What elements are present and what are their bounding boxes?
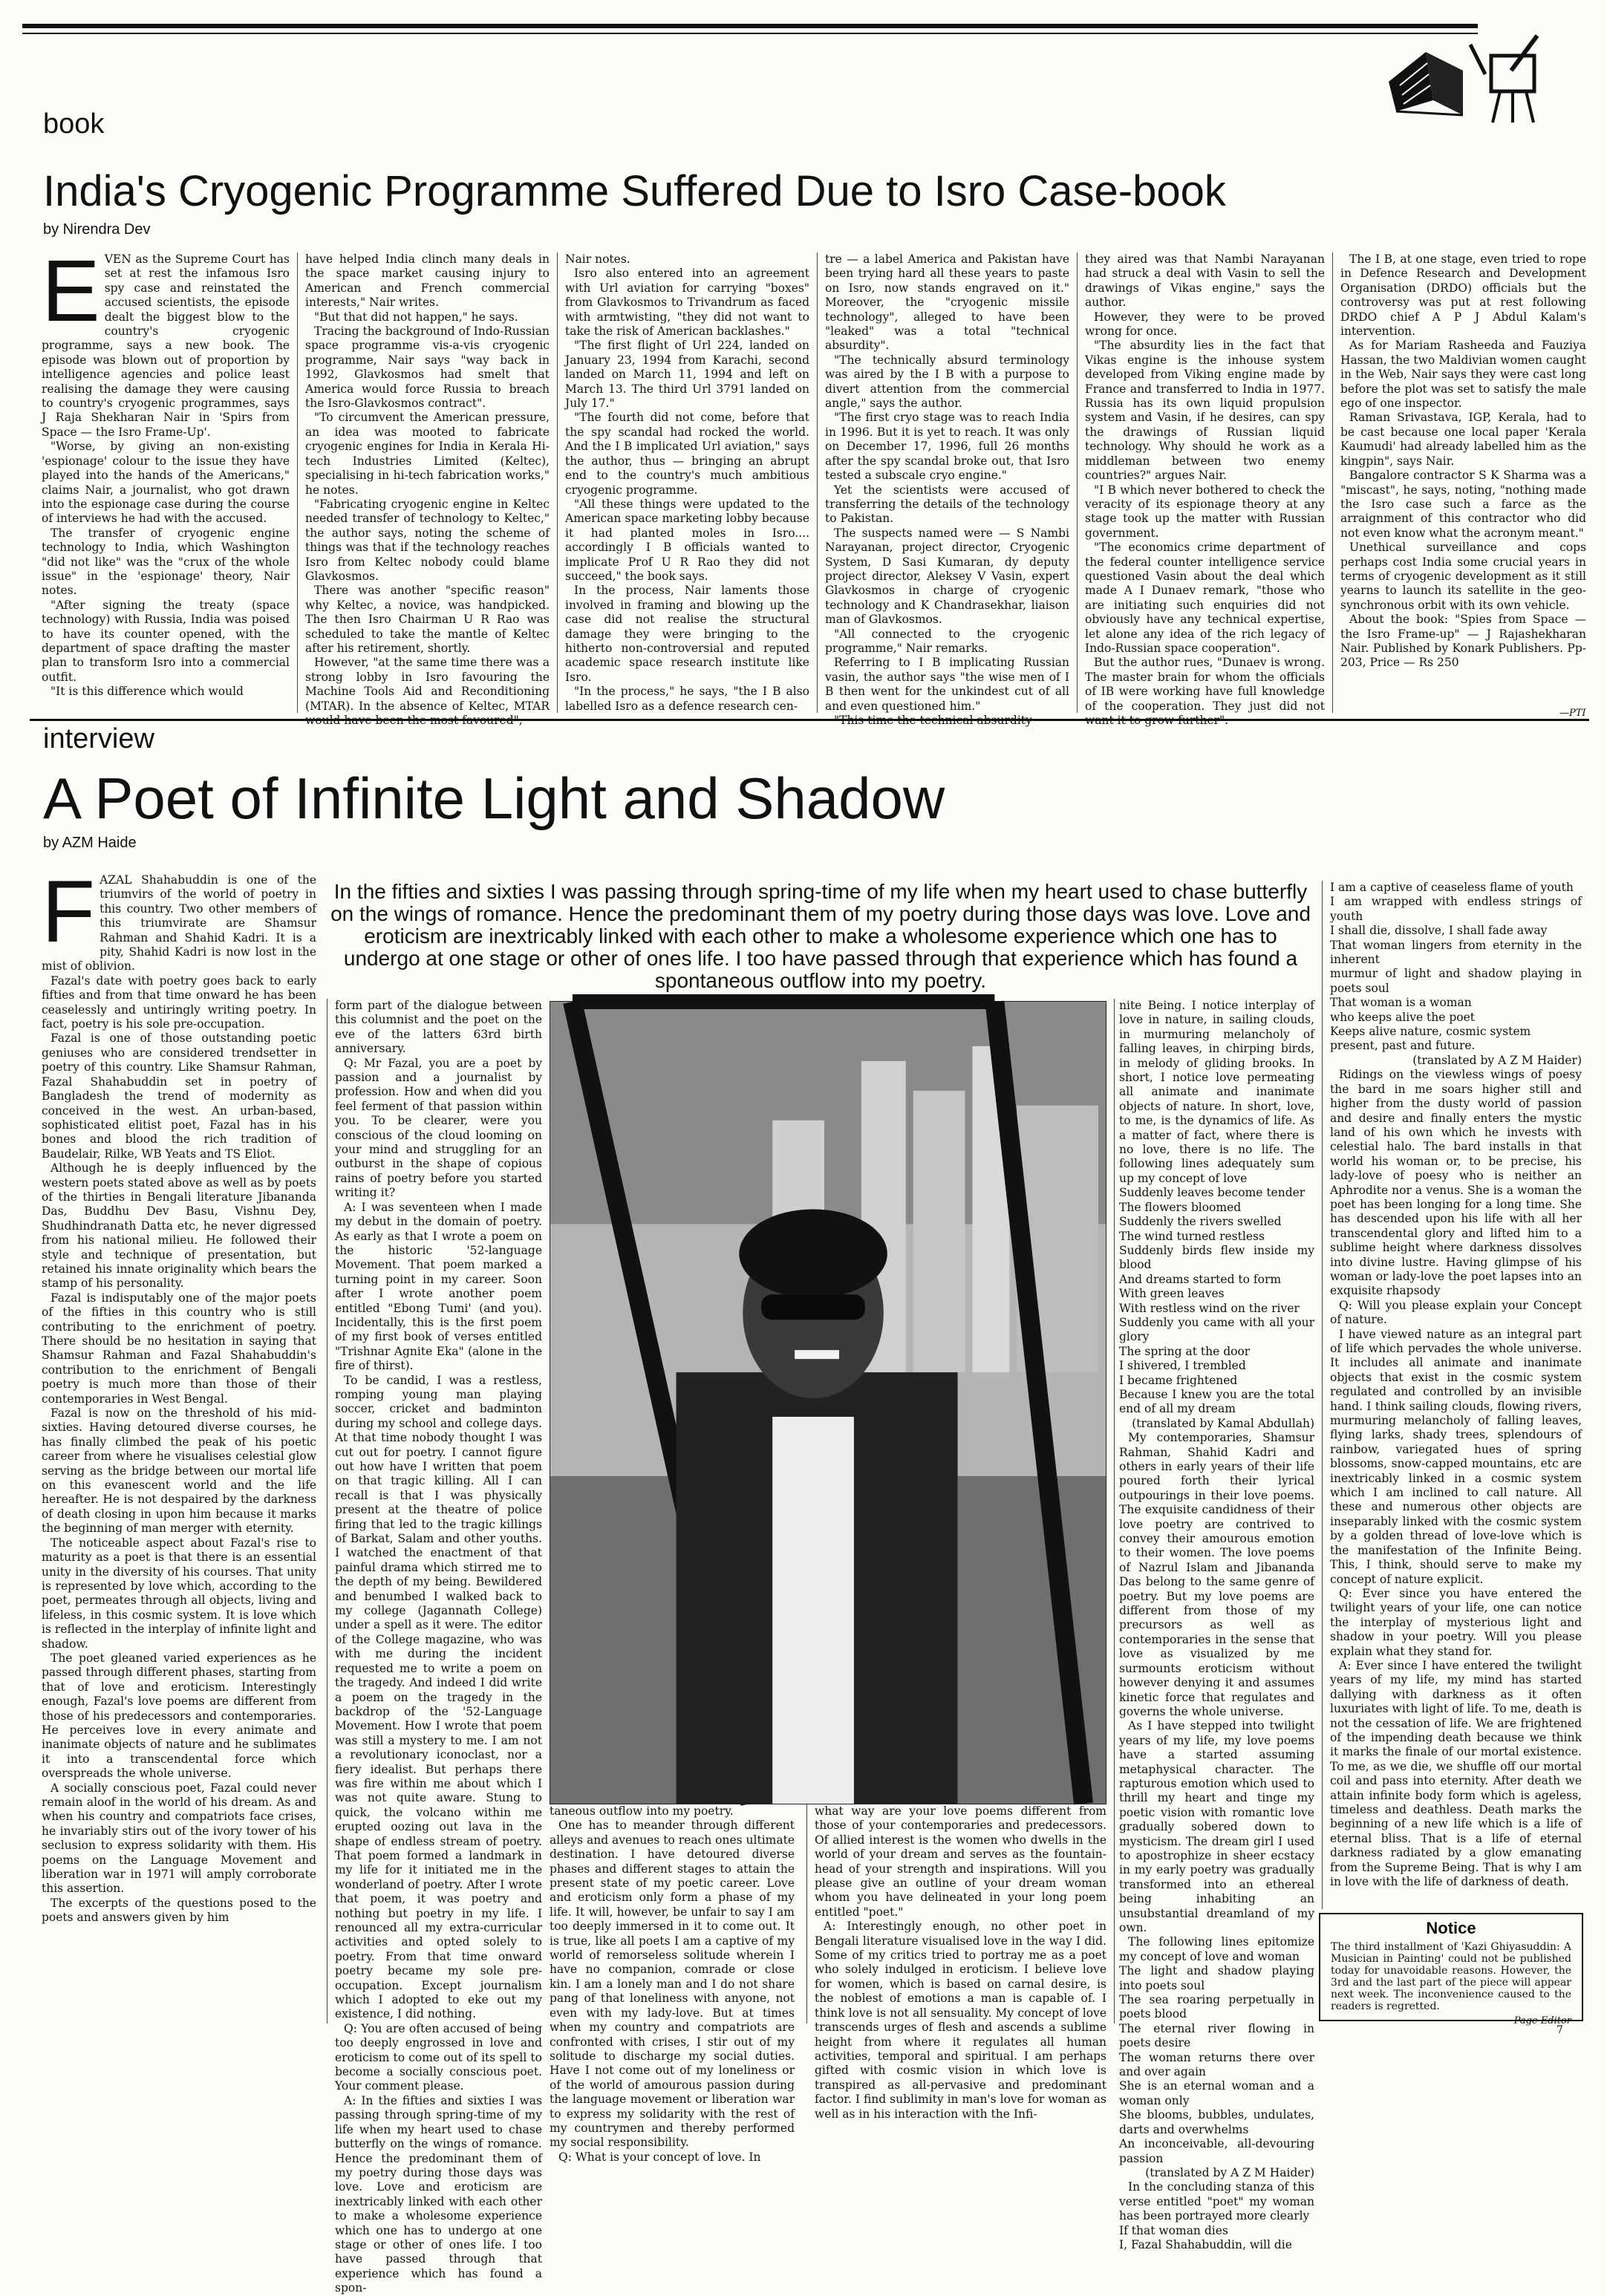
book-paragraph: "I B which never bothered to check the veracity of its espionage theory at any stage took up the matter with Russian government. bbox=[1085, 483, 1325, 540]
interview-paragraph: form part of the dialogue between this columnist and the poet on the eve of the latters 63rd birth anniversary. bbox=[335, 999, 542, 1056]
interview-paragraph: A: Ever since I have entered the twilight years of my life, my mind has started dallying with darkness as it often luxuriates with light of life. To me, death is not the cessation of life. We are frightened of the impending death because we think it marks the finale of our mortal existence. To me, as we die, we shuffle off our mortal coil and pass into eternity. After death we attain infinite body form which is ageless, timeless and deathless. Death marks the beginning of a new life which is a life of eternal bliss. That is a life of eternal darkness radiated by a glow emanating from the Supreme Being. That is why I am in love with the life of darkness of death. bbox=[1330, 1658, 1582, 1889]
interview-column-6 bbox=[1322, 881, 1582, 1909]
verse-line: And dreams started to form bbox=[1119, 1272, 1282, 1286]
verse-line: If that woman dies bbox=[1119, 2223, 1228, 2237]
book-credit: —PTI bbox=[1559, 708, 1586, 719]
verse-line: The light and shadow playing into poets soul bbox=[1119, 1964, 1314, 1992]
verse-line: Because I knew you are the total end of all my dream bbox=[1119, 1387, 1314, 1416]
interview-kicker: interview bbox=[43, 723, 154, 754]
interview-dropcap: F bbox=[42, 863, 96, 961]
verse-line: I am a captive of ceaseless flame of youth bbox=[1330, 881, 1574, 894]
book-paragraph: The I B, at one stage, even tried to rope in Defence Research and Development Organisation (DRDO) officials but the controversy was put at rest following DRDO chief A P J Abdul Kalam's intervention. bbox=[1340, 252, 1586, 339]
interview-paragraph: Q: Mr Fazal, you are a poet by passion and a journalist by profession. How and when did you feel ferment of that passion within you. To be clearer, were you conscious of the cloud looming on your mind and struggling for an outburst in the shape of copious rains of poetry before you started writing it? bbox=[335, 1056, 542, 1200]
book-column-3 bbox=[557, 252, 817, 713]
interview-paragraph: Ridings on the viewless wings of poesy the bard in me soars higher still and higher from the dusty world of passion and desire and finally enters the mystic land of his own which he invests with celestial halo. The bard installs in that world his woman or, to be precise, his lady-love of poesy who is neither an Aphrodite nor a venus. She is a woman the poet has been longing for a long time. She has descended upon his life with all her transcendental glory and lifted him to a sublime height where darkness dissolves into divine lustre. Having glimpse of his woman or lady-love the poet lapses into an exquisite rhapsody bbox=[1330, 1068, 1582, 1298]
book-column-2 bbox=[297, 252, 557, 713]
verse-line: Suddenly leaves become tender bbox=[1119, 1186, 1306, 1200]
interview-body-left bbox=[42, 863, 316, 2023]
interview-paragraph: AZAL Shahabuddin is one of the triumvirs of the world of poetry in this country. Two other members of this triumvirate are Shamsur Rahman and Shahid Kadri. It is a pity, Shahid Kadri is now lost in the mist of oblivion. bbox=[42, 873, 316, 973]
verse-line: Suddenly birds flew inside my blood bbox=[1119, 1243, 1314, 1272]
book-paragraph: VEN as the Supreme Court has set at rest the infamous Isro spy case and reinstated the accused scientists, the episode dealt the biggest blow to the country's cryogenic programme, says a new book. The episode was blown out of proportion by intelligence agencies and police least realising the damage they were causing to country's cryogenic programmes, says J Raja Shekharan Nair in 'Spirs from Space — the Isro Frame-Up'. bbox=[42, 252, 290, 439]
interview-paragraph: Q: You are often accused of being too deeply engrossed in love and eroticism to come out of its spell to become a socially conscious poet. Your comment please. bbox=[335, 2021, 542, 2093]
book-body bbox=[42, 242, 1586, 713]
interview-paragraph: Q: Will you please explain your Concept of nature. bbox=[1330, 1298, 1582, 1327]
book-byline: by Nirendra Dev bbox=[43, 221, 151, 238]
poet-photograph bbox=[550, 1001, 1106, 1804]
interview-paragraph: The poet gleaned varied experiences as he passed through different phases, starting from that of love and eroticism. Interestingly enough, Fazal's love poems are different from those of his predecessors and contemporaries. He perceives love in every animate and inanimate objects of nature and he sublimates it into a transcendental force which overspreads the whole universe. bbox=[42, 1651, 316, 1781]
book-paragraph: tre — a label America and Pakistan have been trying hard all these years to paste on Isro, now stands engraved on it." Moreover, the "cryogenic missile technology", alleged to have been "leaked" was a total "technical absurdity". bbox=[825, 252, 1069, 353]
book-paragraph: Referring to I B implicating Russian vasin, the author says "the wise men of I B then went for the unkindest cut of all and even questioned him." bbox=[825, 656, 1069, 713]
book-dropcap: E bbox=[42, 242, 100, 340]
book-paragraph: As for Mariam Rasheeda and Fauziya Hassan, the two Maldivian women caught in the Web, Nair says they were cast long before the plot was set to satisfy the male ego of one inspector. bbox=[1340, 339, 1586, 411]
interview-paragraph: A: I was seventeen when I made my debut in the domain of poetry. As early as that I wrote a poem on the historic '52-language Movement. That poem marked a turning point in my career. Soon after I wrote another poem entitled "Ebong Tumi' (and you). Incidentally, this is the first poem of my first book of verses entitled "Trishnar Agnite Eka" (alone in the fire of thirst). bbox=[335, 1200, 542, 1373]
interview-byline: by AZM Haide bbox=[43, 835, 137, 851]
verse-line: I, Fazal Shahabuddin, will die bbox=[1119, 2237, 1292, 2251]
book-paragraph: they aired was that Nambi Narayanan had struck a deal with Vasin to sell the drawings of Vikas engine," says the author. bbox=[1085, 252, 1325, 310]
interview-column-1 bbox=[42, 863, 316, 2023]
book-paragraph: About the book: "Spies from Space — the Isro Frame-up" — J Rajashekharan Nair. Published by Konark Publishers. Pp-203, Price — Rs 250 bbox=[1340, 613, 1586, 670]
book-paragraph: "The first cryo stage was to reach India in 1996. But it is yet to reach. It was only on December 17, 1996, full 26 months after the spy scandal broke out, that Isro tested a subscale cryo engine." bbox=[825, 411, 1069, 483]
interview-paragraph: taneous outflow into my poetry. bbox=[550, 1804, 734, 1818]
interview-paragraph: To be candid, I was a restless, romping young man playing soccer, cricket and badminton during my school and college days. At that time nobody thought I was cut out for poetry. I cannot figure out how have I written that poem on that tragic killing. All I can recall is that I was physically present at the theatre of police firing that led to the tragic killings of Barkat, Salam and other youths. I watched the enactment of that painful drama which stirred me to the depth of my being. Bewildered and benumbed I walked back to my college (Jagannath College) under a spell as it were. The editor of the College magazine, who was with me during the incident requested me to write a poem on the tragedy. And indeed I did write a poem on the tragedy in the backdrop of the '52-Language Movement. How I wrote that poem was still a mystery to me. I am not a revolutionary iconoclast, nor a fiery idealist. But perhaps there was fire within me about which I was not quite aware. Stung to quick, the volcano within me erupted oozing out lava in the shape of endless stream of poetry. That poem formed a landmark in my life for it initiated me in the wonderland of poetry. After I wrote that poem, it was poetry and nothing but poetry in my life. I renounced all my extra-curricular activities and opted solely to poetry. From that time onward poetry became my sole pre-occupation. Except journalism which I adopted to eke out my existence, I did nothing. bbox=[335, 1373, 542, 2021]
interview-paragraph: A socially conscious poet, Fazal could never remain aloof in the world of his dream. As and when his country and compatriots face crises, he invariably stirs out of the ivory tower of his seclusion to express solidarity with them. His poems on the Language Movement and liberation war in 1971 will amply corroborate this assertion. bbox=[42, 1781, 316, 1896]
translation-credit: (translated by A Z M Haider) bbox=[1145, 2165, 1314, 2179]
interview-column-5 bbox=[1114, 999, 1314, 2251]
verse-line: murmur of light and shadow playing in poets soul bbox=[1330, 967, 1582, 995]
book-paragraph: However, "at the same time there was a strong lobby in Isro favouring the Machine Tools Aid and Reconditioning (MTAR). In the absence of Keltec, MTAR bbox=[305, 656, 550, 713]
book-paragraph: Isro also entered into an agreement with Url aviation for carrying "boxes" from Glavkosmos to Trivandrum as faced with armtwisting, "they did not want to take the risk of American backlashes." bbox=[565, 267, 809, 339]
interview-paragraph: A: Interestingly enough, no other poet in Bengali literature visualised love in the way I did. Some of my critics tried to portray me as a poet who solely indulged in eroticism. I believe love for women, which is based on carnal desire, is the noblest of emotions a man is capable of. I think love is not all sensuality. My concept of love transcends urges of flesh and ascends a sublime height from where it regulates all human activities, temporal and spiritual. I am perhaps gifted with cosmic vision in which love is transpired as all-pervasive and predominant factor. I find sublimity in man's love for woman as well as in his interaction with the Infi- bbox=[815, 1920, 1106, 2121]
book-paragraph: There was another "specific reason" why Keltec, a novice, was handpicked. The then Isro Chairman U R Rao was scheduled to take the mantle of Keltec after his retirement, shortly. bbox=[305, 584, 550, 655]
book-paragraph: Yet the scientists were accused of transferring the details of the technology to Pakistan. bbox=[825, 483, 1069, 526]
book-paragraph: The transfer of cryogenic engine technology to India, which Washington "did not like" was the "crux of the whole issue" in the 'espionage' theory, Nair notes. bbox=[42, 526, 290, 598]
top-rule-thin bbox=[22, 33, 1478, 34]
book-column-1 bbox=[42, 242, 297, 713]
verse-line: Suddenly the rivers swelled bbox=[1119, 1215, 1282, 1229]
book-paragraph: "The fourth did not come, before that the spy scandal had rocked the world. And the I B implicated Url aviation," says the author, thus — bringing an abrupt end to the country's much ambitious cryogenic programme. bbox=[565, 411, 809, 497]
book-paragraph: Unethical surveillance and cops perhaps cost India some crucial years in terms of cryogenic development as it still yearns to launch its satellite in the geo-synchronous orbit with its own vehicle. bbox=[1340, 541, 1586, 612]
verse-line: I became frightened bbox=[1119, 1373, 1238, 1387]
books-and-easel-icon bbox=[1381, 30, 1574, 126]
verse-line: The woman returns there over and over again bbox=[1119, 2050, 1314, 2079]
book-paragraph: "But that did not happen," he says. bbox=[314, 310, 518, 324]
verse-line: She blooms, bubbles, undulates, darts and overwhelms bbox=[1119, 2108, 1314, 2136]
book-paragraph: have helped India clinch many deals in the space market causing injury to American and French commercial interests," Nair writes. bbox=[305, 252, 550, 310]
book-paragraph: "After signing the treaty (space technology) with Russia, India was poised to have its counter opened, with the department of space drafting the master plan to transform Isro into a commercial outfit. bbox=[42, 598, 290, 684]
interview-paragraph: Fazal is indisputably one of the major poets of the fifties in this country who is still contributing to the enrichment of poetry. There should be no hesitation in saying that Shamsur Rahman and Fazal Shahabuddin's contribution to the enrichment of Bengali poetry is much more than those of their contemporaries in West Bengal. bbox=[42, 1291, 316, 1406]
interview-paragraph: As I have stepped into twilight years of my life, my love poems have a started assuming metaphysical character. The rapturous emotion which used to thrill my heart and tinge my poetic vision with romantic love gradually sobered down to mysticism. The dream girl I used to apostrophize in sheer ecstacy in my early poetry was gradually transformed into an ethereal being inhabiting an unsubstantial dreamland of my own. bbox=[1119, 1719, 1314, 1934]
verse-line: I shall die, dissolve, I shall fade away bbox=[1330, 924, 1548, 938]
interview-column-4 bbox=[806, 1804, 1106, 2121]
book-paragraph: "It is this difference which would bbox=[50, 685, 244, 699]
interview-paragraph: A: In the fifties and sixties I was passing through spring-time of my life when my heart used to chase butterfly on the wings of romance. Hence the predominant them of my poetry during those days was love. Love and eroticism are inextricably linked with each other to make a wholesome experience which one has to undergo at one stage or other of ones life. I too have passed through that experience which has found a spon- bbox=[335, 2093, 542, 2295]
interview-pullquote: In the fifties and sixties I was passing through spring-time of my life when my heart used to chase butterfly on the wings of romance. Hence the predominant them of my poetry during those days was love. Love and eroticism are inextricably linked with each other to make a wholesome experience which one has to undergo at one stage or other of ones life. I too have passed through that experience which has found a spontaneous outflow into my poetry. bbox=[330, 880, 1311, 992]
book-paragraph: "All connected to the cryogenic programme," Nair remarks. bbox=[825, 627, 1069, 655]
book-paragraph: "The technically absurd terminology was aired by the I B with a purpose to divert attention from the commercial angle," says the author. bbox=[825, 353, 1069, 411]
translation-credit: (translated by Kamal Abdullah) bbox=[1132, 1416, 1314, 1430]
verse-line: With restless wind on the river bbox=[1119, 1301, 1300, 1315]
verse-line: The flowers bloomed bbox=[1119, 1200, 1242, 1214]
book-headline: India's Cryogenic Programme Suffered Due to Isro Case-book bbox=[43, 167, 1226, 215]
book-paragraph: However, they were to be proved wrong for once. bbox=[1085, 310, 1325, 339]
interview-column-3 bbox=[550, 1804, 802, 2164]
verse-line: who keeps alive the poet bbox=[1330, 1010, 1476, 1024]
verse-line: I shivered, I trembled bbox=[1119, 1359, 1246, 1373]
interview-paragraph: Q: Ever since you have entered the twilight years of your life, one can notice the interplay of mysterious light and shadow in your poetry. Will you please explain what they stand for. bbox=[1330, 1586, 1582, 1658]
page-number: 7 bbox=[1557, 2024, 1563, 2036]
interview-paragraph: what way are your love poems different from those of your contemporaries and predecessors. Of allied interest is the women who dwells in the world of your dream and serves as the fountain-head of your strength and inspirations. Will you please give an outline of your dream woman whom you have delineated in your long poem entitled "poet." bbox=[815, 1804, 1106, 1919]
book-paragraph: The suspects named were — S Nambi Narayanan, project director, Cryogenic System, D Sasi Kumaran, dy deputy project director, Aleksey V Vasin, expert Glavkosmos in charge of cryogenic technology and K Chandrasekhar, liaison man of Glavkosmos. bbox=[825, 526, 1069, 627]
interview-paragraph: The excerpts of the questions posed to the poets and answers given by him bbox=[42, 1896, 316, 1925]
book-paragraph: "The economics crime department of the federal counter intelligence service questioned Vasin about the deal which made A I Dunaev remark, "those who are initiating such enquiries did not obviously have any technical expertise, let alone any idea of the rich legacy of Indo-Russian space cooperation". bbox=[1085, 541, 1325, 655]
verse-line: The sea roaring perpetually in poets blood bbox=[1119, 1993, 1314, 2021]
book-paragraph: In the process, Nair laments those involved in framing and blowing up the case did not realise the structural damage they were bringing to the hitherto non-controversial and reputed academic space research institute like Isro. bbox=[565, 584, 809, 684]
verse-line: With green leaves bbox=[1119, 1287, 1225, 1301]
notice-title: Notice bbox=[1426, 1919, 1476, 1937]
verse-line: present, past and future. bbox=[1330, 1039, 1476, 1053]
book-paragraph: "The absurdity lies in the fact that Vikas engine is the inhouse system developed from Viking engine made by France and transferred to India in 1977. Russia has its own liquid propulsion system and Vasin, if he desires, can spy the drawings of Russian liquid technology. Why should he work as a middleman between two enemy countries?" argues Nair. bbox=[1085, 339, 1325, 483]
interview-paragraph: nite Being. I notice interplay of love in nature, in sailing clouds, in murmuring melancholy of falling leaves, in chirping birds, in melody of gliding brooks. In short, I notice love permeating all animate and inanimate objects of nature. In short, love, to me, is the dynamics of life. As a matter of fact, where there is no love, there is no life. The following lines adequately sum up my concept of love bbox=[1119, 999, 1314, 1185]
interview-paragraph: Fazal's date with poetry goes back to early fifties and from that time onward he has been ceaselessly and untiringly writing poetry. In fact, poetry is his sole pre-occupation. bbox=[42, 973, 316, 1031]
verse-line: Suddenly you came with all your glory bbox=[1119, 1315, 1314, 1344]
section-divider bbox=[30, 719, 1589, 721]
book-paragraph: "In the process," he says, "the I B also labelled Isro as a defence research cen- bbox=[565, 685, 809, 713]
notice-signature: — Page Editor bbox=[1501, 2015, 1571, 2026]
interview-paragraph: Q: What is your concept of love. In bbox=[558, 2150, 761, 2164]
book-paragraph: Bangalore contractor S K Sharma was a "miscast", he says, noting, "nothing made the Isro case such a farce as the arraignment of this contractor who did not even know what the acronym meant." bbox=[1340, 469, 1586, 540]
interview-paragraph: In the concluding stanza of this verse entitled "poet" my woman has been portrayed more clearly bbox=[1119, 2180, 1314, 2223]
book-paragraph: "Worse, by giving an non-existing 'espionage' colour to the issue they have played into the hands of the Americans," claims Nair, a journalist, who got drawn into the espionage case during the course of interviews he had with the accused. bbox=[42, 440, 290, 526]
book-paragraph: Raman Srivastava, IGP, Kerala, had to be cast because one local paper 'Kerala Kaumudi' had already labelled him as the kingpin", says Nair. bbox=[1340, 411, 1586, 468]
verse-line: Keeps alive nature, cosmic system bbox=[1330, 1025, 1531, 1039]
interview-paragraph: The following lines epitomize my concept of love and woman bbox=[1119, 1935, 1314, 1963]
notice-body: The third installment of 'Kazi Ghiyasuddin: A Musician in Painting' could not be published today for unavoidable reasons. However, the 3rd and the last part of the piece will appear next week. The inconvenience caused to the readers is regretted. bbox=[1331, 1941, 1571, 2012]
notice-box bbox=[1319, 1913, 1583, 2026]
book-paragraph: But the author rues, "Dunaev is wrong. The master brain for whom the officials of IB were working have full knowledge of the cooperation. They just did not bbox=[1085, 656, 1325, 713]
verse-line: I am wrapped with endless strings of youth bbox=[1330, 895, 1582, 923]
book-paragraph: "The first flight of Url 224, landed on January 23, 1994 from Karachi, second landed on March 11, 1994 and left on March 13. The third Url 3791 landed on July 17." bbox=[565, 339, 809, 411]
interview-paragraph: The noticeable aspect about Fazal's rise to maturity as a poet is that there is an essential unity in the diversity of his courses. That unity is represented by love which, according to the poet, permeates through all objects, living and lifeless, in this cosmic system. It is love which is reflected in the interplay of infinite light and shadow. bbox=[42, 1536, 316, 1651]
book-paragraph: "To circumvent the American pressure, an idea was mooted to fabricate cryogenic engines for India in Kerala Hi-tech Industries Limited (Keltec), specialising in hi-tech fabrication works," he notes. bbox=[305, 411, 550, 497]
book-paragraph: Tracing the background of Indo-Russian space programme vis-a-vis cryogenic programme, Nair says "way back in 1992, Glavkosmos had smelt that America would force Russia to breach the Isro-Glavkosmos contract". bbox=[305, 324, 550, 411]
translation-credit: (translated by A Z M Haider) bbox=[1412, 1053, 1582, 1067]
verse-line: The eternal river flowing in poets desire bbox=[1119, 2021, 1314, 2050]
book-column-6 bbox=[1332, 252, 1586, 713]
top-rule-thick bbox=[22, 24, 1478, 28]
book-column-4 bbox=[817, 252, 1077, 713]
interview-paragraph: My contemporaries, Shamsur Rahman, Shahid Kadri and others in early years of their life poured forth their lyrical outpourings in their love poems. The exquisite candidness of their love poetry are contrived to convey their amourous emotion to their women. The love poems of Nazrul Islam and Jibananda Das belong to the same genre of poetry. But my love poems are different from those of my precursors as well as contemporaries in the sense that love as visualized by me surmounts eroticism without however denying it and assumes kinetic force that regulates and governs the whole universe. bbox=[1119, 1431, 1314, 1718]
interview-paragraph: One has to meander through different alleys and avenues to reach ones ultimate destination. I have detoured diverse phases and different stages to attain the present state of my poetic career. Love and eroticism only form a phase of my life. It will, however, be unfair to say I am too deeply immersed in it to come out. It is true, like all poets I am a captive of my world of remorseless solitude wherein I have no companion, comrade or close kin. I am a lonely man and I do not share pang of that loneliness with anyone, not even with my lady-love. But at times when my country and compatriots are confronted with crises, I stir out of my solitude to discharge my social duties. Have I not come out of my loneliness or of the world of amourous passion during the language movement or liberation war to express my solidarity with the rest of my countrymen and thereby performed my social responsibility. bbox=[550, 1819, 795, 2150]
verse-line: She is an eternal woman and a woman only bbox=[1119, 2079, 1314, 2107]
book-paragraph: "All these things were updated to the American space marketing lobby because it had planted moles in Isro.... accordingly I B officials wanted to implicate Prof U R Rao they did not succeed," the book says. bbox=[565, 497, 809, 583]
interview-paragraph: Fazal is one of those outstanding poetic geniuses who are considered trendsetter in poetry of this country. Like Shamsur Rahman, Fazal Shahabuddin set in poetry of Bangladesh the trend of modernity as conceived in the west. An urban-based, sophisticated elitist poet, Fazal has in his bones and blood the rich tradition of Baudelair, Rilke, WB Yeats and TS Eliot. bbox=[42, 1031, 316, 1161]
book-paragraph: "Fabricating cryogenic engine in Keltec needed transfer of technology to Keltec," the author says, noting the scheme of things was that if the technology reaches Isro from Keltec nobody could blame Glavkosmos. bbox=[305, 497, 550, 583]
verse-line: The wind turned restless bbox=[1119, 1229, 1265, 1243]
verse-line: That woman is a woman bbox=[1330, 996, 1472, 1010]
verse-line: An inconceivable, all-devouring passion bbox=[1119, 2137, 1314, 2165]
book-kicker: book bbox=[43, 108, 105, 140]
interview-paragraph: I have viewed nature as an integral part of life which pervades the whole universe. It includes all animate and inanimate objects that exist in the cosmic system regulated and controlled by an invisible hand. I think sailing clouds, flowing rivers, murmuring melancholy of falling leaves, flying larks, shady trees, splendours of rainbow, variegated hues of spring blossoms, snow-capped mountains, etc are inextricably linked in a cosmic system which I am inclined to call nature. All these and numerous other objects are inseparably linked with the cosmic system by a golden thread of love-love which is the manifestation of the Infinite Being. This, I think, should serve to make my concept of nature explicit. bbox=[1330, 1327, 1582, 1586]
interview-column-2 bbox=[327, 999, 542, 2295]
interview-headline: A Poet of Infinite Light and Shadow bbox=[43, 766, 945, 831]
book-paragraph: Nair notes. bbox=[565, 252, 630, 266]
book-column-5 bbox=[1077, 252, 1332, 713]
interview-paragraph: Although he is deeply influenced by the western poets stated above as well as by poets of the thirties in Bengali literature Jibananda Das, Buddhu Dev Basu, Vishnu Dey, Shudhindranath Datta etc, he never digressed from his national milieu. He followed their style and technique of presentation, but retained his innate originality which bears the stamp of his personality. bbox=[42, 1161, 316, 1291]
interview-paragraph: Fazal is now on the threshold of his mid-sixties. Having detoured diverse courses, he has finally climbed the peak of his poetic career from where he visualises celestial glow serving as the bridge between our mortal life on this evanescent world and the life hereafter. He is not despaired by the darkness of death closing in upon him because it marks the beginning of man merger with eternity. bbox=[42, 1406, 316, 1536]
verse-line: That woman lingers from eternity in the inherent bbox=[1330, 938, 1582, 967]
verse-line: The spring at the door bbox=[1119, 1344, 1251, 1358]
